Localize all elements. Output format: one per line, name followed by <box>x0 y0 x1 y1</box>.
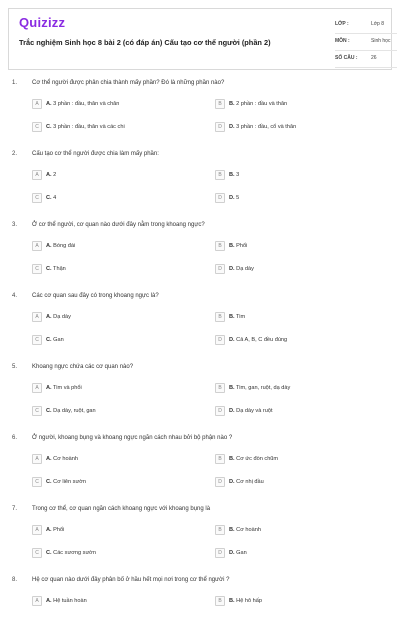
option-key: C. <box>46 266 52 272</box>
option-letter-box[interactable]: C <box>32 477 42 487</box>
option-key: D. <box>229 195 235 201</box>
option-text <box>46 408 96 414</box>
option-value: 5 <box>236 195 240 201</box>
question-text: Khoang ngực chứa các cơ quan nào? <box>32 364 134 370</box>
option-letter-box[interactable]: A <box>32 241 42 251</box>
option-letter-box[interactable]: A <box>32 596 42 606</box>
option-value: Hệ tuần hoàn <box>53 598 87 604</box>
meta-label: SỐ CÂU : <box>335 55 358 61</box>
meta-info <box>335 17 397 68</box>
meta-row-count <box>335 51 397 68</box>
answer-option-d[interactable] <box>215 121 365 133</box>
option-letter-box[interactable]: C <box>32 193 42 203</box>
option-letter-box[interactable]: D <box>215 477 225 487</box>
option-letter-box[interactable]: C <box>32 548 42 558</box>
option-text <box>229 527 261 533</box>
option-key: D. <box>229 408 235 414</box>
option-key: A. <box>46 456 52 462</box>
option-text <box>46 456 78 462</box>
option-text <box>46 479 86 485</box>
option-value: Dạ dày <box>236 266 254 272</box>
question-text: Cơ thể người được phân chia thành mấy phần? Đó là những phần nào? <box>32 80 225 86</box>
option-text <box>229 266 254 272</box>
meta-value: Sinh học <box>371 38 391 44</box>
option-text <box>229 337 287 343</box>
option-value: Phổi <box>236 243 248 249</box>
answer-option-d[interactable] <box>215 405 365 417</box>
question-text: Các cơ quan sau đây có trong khoang ngực là? <box>32 293 159 299</box>
option-text <box>46 124 125 130</box>
option-text <box>229 408 273 414</box>
option-text <box>229 124 296 130</box>
meta-row-grade <box>335 17 397 34</box>
meta-label: MÔN : <box>335 38 350 44</box>
question-2 <box>0 147 400 218</box>
option-value: Tim <box>236 314 246 320</box>
option-value: Gan <box>236 550 247 556</box>
option-key: D. <box>229 479 235 485</box>
option-value: Phổi <box>53 527 65 533</box>
option-key: B. <box>229 527 235 533</box>
answer-option-d[interactable] <box>215 476 365 488</box>
answer-option-b[interactable] <box>215 524 365 536</box>
answer-option-d[interactable] <box>215 334 365 346</box>
option-key: C. <box>46 550 52 556</box>
question-number: 1. <box>12 80 18 86</box>
answer-option-c[interactable] <box>32 263 182 275</box>
meta-label: LỚP : <box>335 21 349 27</box>
meta-value: 26 <box>371 55 377 61</box>
option-key: A. <box>46 314 52 320</box>
option-letter-box[interactable]: A <box>32 383 42 393</box>
question-list <box>0 76 400 644</box>
option-text <box>229 550 247 556</box>
option-value: Gan <box>53 337 64 343</box>
question-8 <box>0 573 400 644</box>
option-value: Cả A, B, C đều đúng <box>236 337 288 343</box>
option-key: B. <box>229 172 235 178</box>
answer-option-d[interactable] <box>215 547 365 559</box>
option-text <box>46 195 56 201</box>
question-text: Hệ cơ quan nào dưới đây phân bố ở hầu hết mọi nơi trong cơ thể người ? <box>32 577 230 583</box>
quizizz-logo: Quizizz <box>19 15 66 30</box>
option-value: Thận <box>53 266 66 272</box>
option-text <box>229 598 262 604</box>
option-key: D. <box>229 337 235 343</box>
option-value: 4 <box>53 195 57 201</box>
answer-option-a[interactable] <box>32 595 182 607</box>
option-key: B. <box>229 456 235 462</box>
answer-option-c[interactable] <box>32 192 182 204</box>
option-value: Cơ nhị đầu <box>236 479 264 485</box>
option-text <box>229 314 245 320</box>
answer-option-c[interactable] <box>32 547 182 559</box>
question-text: Ở cơ thể người, cơ quan nào dưới đây nằm trong khoang ngực? <box>32 222 205 228</box>
option-key: C. <box>46 408 52 414</box>
question-1 <box>0 76 400 147</box>
document-title: Trắc nghiệm Sinh học 8 bài 2 (có đáp án) Cấu tạo cơ thể người (phần 2) <box>19 38 271 47</box>
option-letter-box[interactable]: A <box>32 170 42 180</box>
option-key: D. <box>229 550 235 556</box>
option-value: 3 <box>236 172 240 178</box>
answer-option-c[interactable] <box>32 334 182 346</box>
option-value: Hệ hô hấp <box>236 598 262 604</box>
option-letter-box[interactable]: C <box>32 264 42 274</box>
option-letter-box[interactable]: B <box>215 383 225 393</box>
option-letter-box[interactable]: D <box>215 264 225 274</box>
option-value: Cơ hoành <box>53 456 78 462</box>
option-letter-box[interactable]: D <box>215 548 225 558</box>
option-text <box>46 550 96 556</box>
question-number: 7. <box>12 506 18 512</box>
answer-option-c[interactable] <box>32 405 182 417</box>
answer-option-c[interactable] <box>32 476 182 488</box>
question-text: Ở người, khoang bụng và khoang ngực ngăn cách nhau bởi bộ phận nào ? <box>32 435 233 441</box>
option-text <box>229 479 264 485</box>
option-key: B. <box>229 101 235 107</box>
option-letter-box[interactable]: B <box>215 241 225 251</box>
option-value: 2 <box>53 172 57 178</box>
answer-option-b[interactable] <box>215 311 365 323</box>
answer-option-b[interactable] <box>215 453 365 465</box>
option-key: B. <box>229 385 235 391</box>
question-number: 2. <box>12 151 18 157</box>
option-text <box>46 266 66 272</box>
option-key: C. <box>46 337 52 343</box>
option-key: B. <box>229 598 235 604</box>
option-text <box>229 101 287 107</box>
answer-option-a[interactable] <box>32 524 182 536</box>
option-text <box>229 243 247 249</box>
option-key: A. <box>46 172 52 178</box>
option-key: A. <box>46 598 52 604</box>
answer-option-a[interactable] <box>32 169 182 181</box>
option-value: Dạ dày và ruột <box>236 408 273 414</box>
option-key: D. <box>229 266 235 272</box>
option-key: A. <box>46 243 52 249</box>
question-number: 5. <box>12 364 18 370</box>
option-text <box>229 385 290 391</box>
option-text <box>46 598 87 604</box>
option-letter-box[interactable]: A <box>32 312 42 322</box>
question-number: 6. <box>12 435 18 441</box>
option-key: A. <box>46 385 52 391</box>
answer-option-b[interactable] <box>215 240 365 252</box>
option-text <box>229 172 239 178</box>
answer-option-d[interactable] <box>215 263 365 275</box>
meta-value: Lớp 8 <box>371 21 385 27</box>
option-value: Bóng đái <box>53 243 76 249</box>
question-number: 4. <box>12 293 18 299</box>
option-value: Cơ hoành <box>236 527 261 533</box>
option-text <box>46 314 71 320</box>
option-value: 2 phần : đầu và thân <box>236 101 288 107</box>
option-letter-box[interactable]: A <box>32 454 42 464</box>
option-value: Cơ ức đòn chũm <box>236 456 279 462</box>
question-4 <box>0 289 400 360</box>
option-text <box>46 337 64 343</box>
option-letter-box[interactable]: A <box>32 99 42 109</box>
option-text <box>46 385 82 391</box>
answer-option-b[interactable] <box>215 169 365 181</box>
answer-option-a[interactable] <box>32 240 182 252</box>
option-value: Dạ dày, ruột, gan <box>53 408 96 414</box>
option-letter-box[interactable]: C <box>32 406 42 416</box>
option-value: Tim và phổi <box>53 385 82 391</box>
option-letter-box[interactable]: A <box>32 525 42 535</box>
question-text: Trong cơ thể, cơ quan ngăn cách khoang ngực với khoang bụng là <box>32 506 211 512</box>
question-number: 3. <box>12 222 18 228</box>
document-header <box>8 8 392 70</box>
question-text: Cấu tạo cơ thể người được chia làm mấy phần: <box>32 151 159 157</box>
option-letter-box[interactable]: C <box>32 335 42 345</box>
question-6 <box>0 431 400 502</box>
answer-option-c[interactable] <box>32 121 182 133</box>
option-letter-box[interactable]: D <box>215 406 225 416</box>
option-value: Tim, gan, ruột, dạ dày <box>236 385 291 391</box>
question-7 <box>0 502 400 573</box>
option-key: D. <box>229 124 235 130</box>
option-key: B. <box>229 243 235 249</box>
option-letter-box[interactable]: B <box>215 99 225 109</box>
option-value: 3 phần : đầu, thân và chân <box>53 101 120 107</box>
option-value: Cơ liên sườn <box>53 479 87 485</box>
option-key: C. <box>46 479 52 485</box>
answer-option-b[interactable] <box>215 98 365 110</box>
option-key: C. <box>46 195 52 201</box>
answer-option-a[interactable] <box>32 98 182 110</box>
option-letter-box[interactable]: D <box>215 193 225 203</box>
option-value: Dạ dày <box>53 314 71 320</box>
option-text <box>46 101 119 107</box>
option-text <box>46 527 64 533</box>
option-key: C. <box>46 124 52 130</box>
option-letter-box[interactable]: B <box>215 170 225 180</box>
option-text <box>229 456 278 462</box>
option-letter-box[interactable]: D <box>215 122 225 132</box>
option-text <box>46 243 75 249</box>
option-text <box>46 172 56 178</box>
option-letter-box[interactable]: B <box>215 596 225 606</box>
answer-option-d[interactable] <box>215 192 365 204</box>
meta-row-subject <box>335 34 397 51</box>
answer-option-a[interactable] <box>32 382 182 394</box>
answer-option-b[interactable] <box>215 595 365 607</box>
answer-option-b[interactable] <box>215 382 365 394</box>
option-key: B. <box>229 314 235 320</box>
option-value: 3 phần : đầu, cổ và thân <box>236 124 297 130</box>
option-text <box>229 195 239 201</box>
option-letter-box[interactable]: C <box>32 122 42 132</box>
option-key: A. <box>46 527 52 533</box>
option-key: A. <box>46 101 52 107</box>
answer-option-a[interactable] <box>32 453 182 465</box>
answer-option-a[interactable] <box>32 311 182 323</box>
question-number: 8. <box>12 577 18 583</box>
question-3 <box>0 218 400 289</box>
option-value: 3 phần : đầu, thân và các chi <box>53 124 125 130</box>
option-value: Các xương sườn <box>53 550 96 556</box>
question-5 <box>0 360 400 431</box>
option-letter-box[interactable]: B <box>215 454 225 464</box>
option-letter-box[interactable]: B <box>215 312 225 322</box>
option-letter-box[interactable]: D <box>215 335 225 345</box>
option-letter-box[interactable]: B <box>215 525 225 535</box>
